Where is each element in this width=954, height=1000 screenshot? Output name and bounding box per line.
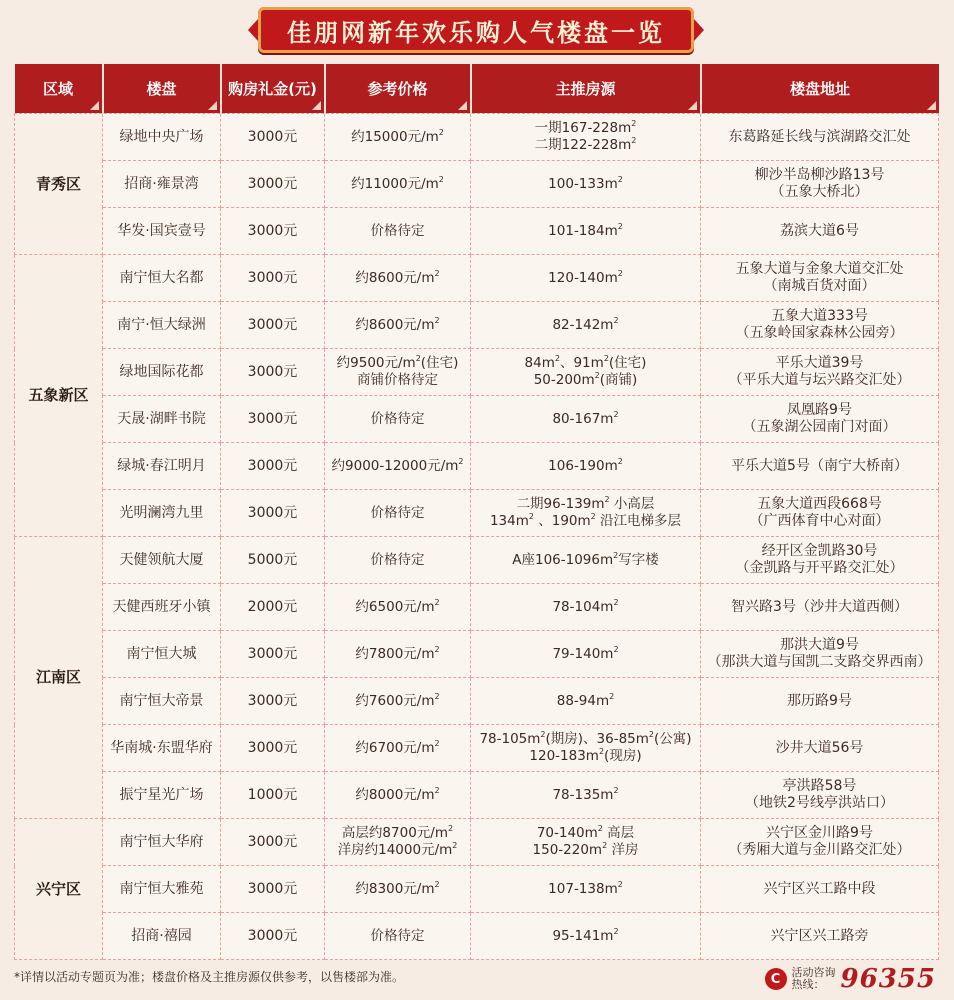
- address-line: 凤凰路9号: [787, 402, 852, 418]
- reference-price: [325, 772, 471, 819]
- table-row: [15, 302, 939, 349]
- property-address: [701, 631, 939, 678]
- address-line: 五象大道333号: [771, 308, 868, 324]
- property-name: 南宁恒大雅苑: [103, 866, 221, 913]
- property-name: 招商·雍景湾: [103, 161, 221, 208]
- gift-amount: 3000元: [221, 161, 325, 208]
- property-address: [701, 396, 939, 443]
- units-line: $100-133m^2$: [548, 174, 623, 192]
- units-line: $78-105m^2$(期房)、$36-85m^2$(公寓): [479, 730, 692, 747]
- units-line: $101-184m^2$: [548, 221, 623, 239]
- property-name: 南宁恒大名都: [103, 255, 221, 302]
- property-name: 华南城·东盟华府: [103, 725, 221, 772]
- table-header-row: [15, 64, 939, 114]
- reference-price: [325, 584, 471, 631]
- gift-amount: 2000元: [221, 584, 325, 631]
- table-row: [15, 584, 939, 631]
- reference-price: [325, 302, 471, 349]
- property-address: [701, 772, 939, 819]
- district-cell: 五象新区: [15, 255, 103, 537]
- table-row: [15, 678, 939, 725]
- address-line: 兴宁区金川路9号: [766, 825, 873, 841]
- header-price: 参考价格: [325, 64, 471, 114]
- units-line: 二期$122-228m^2$: [534, 136, 637, 153]
- price-line: 约9000-12000元$/m^2$: [331, 456, 464, 474]
- property-address: [701, 114, 939, 161]
- footnote: *详情以活动专题页为准；楼盘价格及主推房源仅供参考，以售楼部为准。: [14, 970, 405, 984]
- address-line: （南城百货对面）: [763, 278, 876, 294]
- address-line: 兴宁区兴工路旁: [770, 927, 869, 944]
- address-line: 智兴路3号（沙井大道西侧）: [731, 598, 908, 615]
- address-line: 兴宁区兴工路中段: [763, 880, 876, 897]
- property-name: 南宁恒大城: [103, 631, 221, 678]
- gift-amount: 5000元: [221, 537, 325, 584]
- table-row: [15, 349, 939, 396]
- property-address: [701, 302, 939, 349]
- featured-units: [471, 208, 701, 255]
- featured-units: [471, 349, 701, 396]
- gift-amount: 3000元: [221, 114, 325, 161]
- table-row: [15, 866, 939, 913]
- featured-units: [471, 866, 701, 913]
- address-line: 五象大道与金象大道交汇处: [735, 261, 904, 277]
- units-line: $106-190m^2$: [548, 456, 623, 474]
- reference-price: [325, 114, 471, 161]
- address-line: 亭洪路58号: [782, 778, 857, 794]
- featured-units: [471, 490, 701, 537]
- address-line: 沙井大道56号: [775, 739, 864, 756]
- gift-amount: 3000元: [221, 396, 325, 443]
- property-name: 南宁恒大帝景: [103, 678, 221, 725]
- property-name: 绿地国际花都: [103, 349, 221, 396]
- units-line: $150-220m^2$ 洋房: [532, 841, 639, 858]
- units-line: $120-183m^2$(现房): [529, 747, 642, 764]
- price-line: 约8000元$/m^2$: [355, 785, 440, 803]
- gift-amount: 3000元: [221, 725, 325, 772]
- header-address: 楼盘地址: [701, 64, 939, 114]
- gift-amount: 3000元: [221, 490, 325, 537]
- gift-amount: 3000元: [221, 208, 325, 255]
- reference-price: [325, 443, 471, 490]
- price-line: 约6500元$/m^2$: [355, 597, 440, 615]
- brand-logo-icon: C: [765, 968, 787, 990]
- price-line: 约7800元$/m^2$: [355, 644, 440, 662]
- address-line: （五象岭国家森林公园旁）: [735, 325, 904, 341]
- price-line: 商铺价格待定: [357, 372, 438, 388]
- table-row: [15, 725, 939, 772]
- gift-amount: 1000元: [221, 772, 325, 819]
- reference-price: [325, 678, 471, 725]
- featured-units: [471, 631, 701, 678]
- units-line: $79-140m^2$: [552, 644, 619, 662]
- featured-units: [471, 584, 701, 631]
- price-line: 约8600元$/m^2$: [355, 315, 440, 333]
- gift-amount: 3000元: [221, 349, 325, 396]
- property-name: 振宁星光广场: [103, 772, 221, 819]
- reference-price: [325, 725, 471, 772]
- price-line: 约8300元$/m^2$: [355, 879, 440, 897]
- header-units: 主推房源: [471, 64, 701, 114]
- reference-price: [325, 490, 471, 537]
- address-line: （五象湖公园南门对面）: [742, 419, 897, 435]
- table-row: [15, 819, 939, 866]
- units-line: $50-200m^2$(商铺): [533, 371, 638, 388]
- property-name: 天健西班牙小镇: [103, 584, 221, 631]
- property-name: 天健领航大厦: [103, 537, 221, 584]
- price-line: 价格待定: [370, 927, 425, 944]
- units-line: $70-140m^2$ 高层: [536, 824, 635, 841]
- address-line: 平乐大道5号（南宁大桥南）: [731, 457, 908, 474]
- reference-price: [325, 866, 471, 913]
- featured-units: [471, 819, 701, 866]
- table-row: [15, 537, 939, 584]
- featured-units: [471, 913, 701, 960]
- reference-price: [325, 913, 471, 960]
- price-line: 约11000元$/m^2$: [351, 174, 444, 192]
- address-line: 经开区金凯路30号: [761, 543, 878, 559]
- gift-amount: 3000元: [221, 819, 325, 866]
- featured-units: [471, 114, 701, 161]
- price-line: 高层约8700元$/m^2$: [341, 824, 454, 841]
- district-cell: 青秀区: [15, 114, 103, 255]
- units-line: $107-138m^2$: [548, 879, 623, 897]
- table-row: [15, 443, 939, 490]
- reference-price: [325, 349, 471, 396]
- table-row: [15, 161, 939, 208]
- hotline-number: 96355: [840, 964, 936, 994]
- price-line: 约9500元$/m^2$(住宅): [336, 354, 459, 371]
- property-address: [701, 866, 939, 913]
- reference-price: [325, 631, 471, 678]
- property-name: 招商·禧园: [103, 913, 221, 960]
- featured-units: [471, 396, 701, 443]
- address-line: 东葛路延长线与滨湖路交汇处: [728, 128, 911, 145]
- units-line: $84m^2$、$91m^2$(住宅): [524, 354, 647, 371]
- price-line: 约15000元$/m^2$: [351, 127, 444, 145]
- property-address: [701, 490, 939, 537]
- reference-price: [325, 537, 471, 584]
- reference-price: [325, 161, 471, 208]
- district-cell: 兴宁区: [15, 819, 103, 960]
- property-name: 绿城·春江明月: [103, 443, 221, 490]
- units-line: A座$106-1096m^2$写字楼: [512, 550, 659, 568]
- units-line: 二期$96-139m^2$ 小高层: [516, 495, 655, 512]
- property-address: [701, 537, 939, 584]
- property-name: 绿地中央广场: [103, 114, 221, 161]
- property-name: 光明澜湾九里: [103, 490, 221, 537]
- price-line: 价格待定: [370, 410, 425, 427]
- address-line: （秀厢大道与金川路交汇处）: [728, 842, 911, 858]
- reference-price: [325, 255, 471, 302]
- units-line: $120-140m^2$: [548, 268, 623, 286]
- page-title: 佳朋网新年欢乐购人气楼盘一览: [258, 7, 694, 53]
- featured-units: [471, 443, 701, 490]
- table-row: [15, 490, 939, 537]
- address-line: （那洪大道与国凯二支路交界西南）: [707, 654, 932, 670]
- units-line: 一期$167-228m^2$: [534, 119, 637, 136]
- address-line: 荔滨大道6号: [780, 222, 859, 239]
- district-cell: 江南区: [15, 537, 103, 819]
- units-line: $95-141m^2$: [552, 926, 619, 944]
- header-district: 区域: [15, 64, 103, 114]
- price-line: 洋房约14000元$/m^2$: [337, 841, 458, 858]
- property-address: [701, 255, 939, 302]
- reference-price: [325, 819, 471, 866]
- address-line: （五象大桥北）: [770, 184, 869, 200]
- reference-price: [325, 208, 471, 255]
- gift-amount: 3000元: [221, 678, 325, 725]
- property-address: [701, 584, 939, 631]
- price-line: 约6700元$/m^2$: [355, 738, 440, 756]
- gift-amount: 3000元: [221, 302, 325, 349]
- property-address: [701, 208, 939, 255]
- gift-amount: 3000元: [221, 443, 325, 490]
- property-name: 华发·国宾壹号: [103, 208, 221, 255]
- featured-units: [471, 537, 701, 584]
- property-name: 南宁恒大华府: [103, 819, 221, 866]
- table-row: [15, 114, 939, 161]
- property-name: 南宁·恒大绿洲: [103, 302, 221, 349]
- address-line: 那洪大道9号: [780, 637, 859, 653]
- property-address: [701, 913, 939, 960]
- featured-units: [471, 678, 701, 725]
- table-row: [15, 631, 939, 678]
- header-property: 楼盘: [103, 64, 221, 114]
- gift-amount: 3000元: [221, 913, 325, 960]
- price-line: 价格待定: [370, 551, 425, 568]
- address-line: （广西体育中心对面）: [749, 513, 890, 529]
- table-row: [15, 772, 939, 819]
- property-name: 天晟·湖畔书院: [103, 396, 221, 443]
- units-line: $78-104m^2$: [552, 597, 619, 615]
- property-address: [701, 725, 939, 772]
- units-line: $134m^2$ 、$190m^2$ 沿江电梯多层: [489, 512, 682, 529]
- price-line: 价格待定: [370, 504, 425, 521]
- address-line: 平乐大道39号: [775, 355, 864, 371]
- address-line: （地铁2号线亭洪站口）: [745, 795, 894, 811]
- hotline-label: 活动咨询 热线：: [791, 966, 836, 991]
- gift-amount: 3000元: [221, 631, 325, 678]
- units-line: $82-142m^2$: [552, 315, 619, 333]
- price-line: 约7600元$/m^2$: [355, 691, 440, 709]
- property-address: [701, 443, 939, 490]
- gift-amount: 3000元: [221, 255, 325, 302]
- table-row: [15, 396, 939, 443]
- property-address: [701, 819, 939, 866]
- address-line: （金凯路与开平路交汇处）: [735, 560, 904, 576]
- address-line: 五象大道西段668号: [757, 496, 882, 512]
- address-line: 那历路9号: [787, 692, 852, 709]
- property-table: [14, 64, 939, 960]
- header-gift: 购房礼金(元): [221, 64, 325, 114]
- featured-units: [471, 302, 701, 349]
- table-row: [15, 208, 939, 255]
- units-line: $80-167m^2$: [552, 409, 619, 427]
- property-address: [701, 161, 939, 208]
- table-row: [15, 255, 939, 302]
- address-line: 柳沙半岛柳沙路13号: [754, 167, 885, 183]
- address-line: （平乐大道与坛兴路交汇处）: [728, 372, 911, 388]
- featured-units: [471, 161, 701, 208]
- units-line: $78-135m^2$: [552, 785, 619, 803]
- featured-units: [471, 725, 701, 772]
- table-row: [15, 913, 939, 960]
- featured-units: [471, 772, 701, 819]
- property-address: [701, 349, 939, 396]
- units-line: $88-94m^2$: [556, 691, 615, 709]
- gift-amount: 3000元: [221, 866, 325, 913]
- price-line: 约8600元$/m^2$: [355, 268, 440, 286]
- property-address: [701, 678, 939, 725]
- hotline: [765, 964, 936, 994]
- price-line: 价格待定: [370, 222, 425, 239]
- reference-price: [325, 396, 471, 443]
- featured-units: [471, 255, 701, 302]
